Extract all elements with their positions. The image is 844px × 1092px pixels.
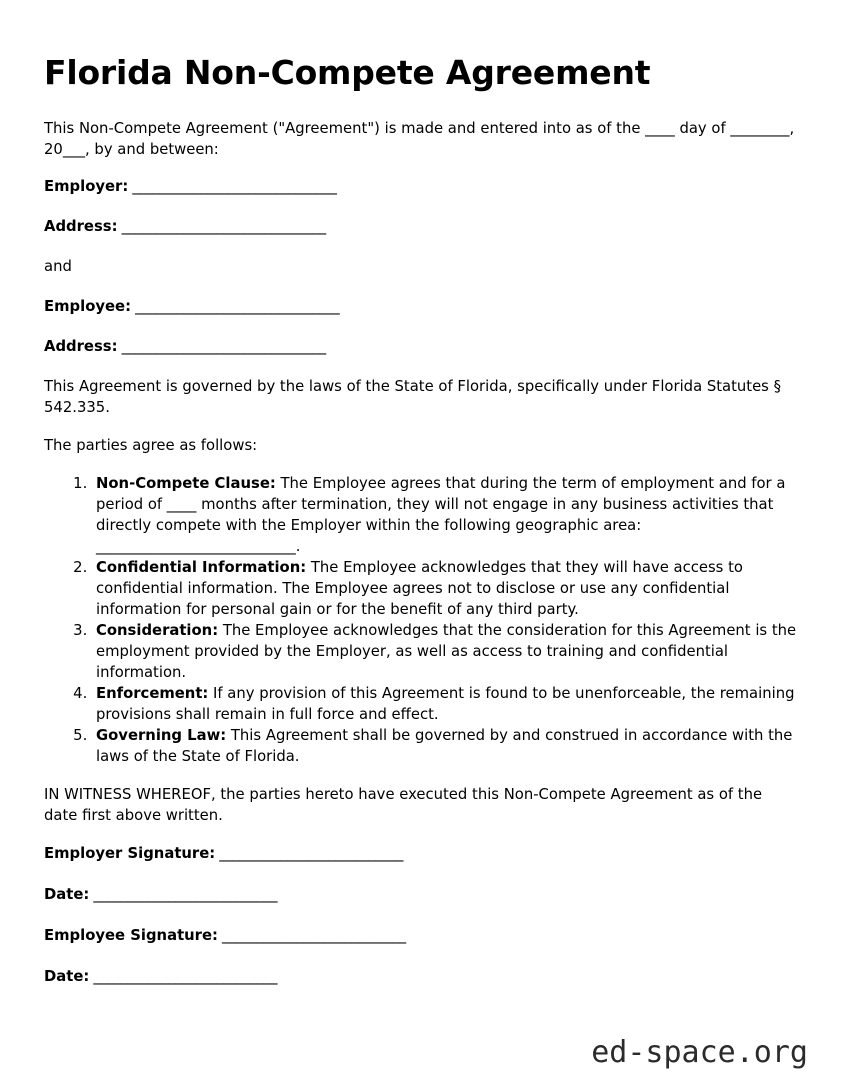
employer-date-label: Date: [44, 885, 90, 903]
governing-law-paragraph: This Agreement is governed by the laws of the State of Florida, specifically under Florida Statutes § 542.335. [44, 377, 781, 416]
employee-date-label: Date: [44, 967, 90, 985]
clause-body: The Employee acknowledges that they will have access to confidential information. The Employee agrees not to disclose or use any confidential information for personal gain or for the benefit of any third party. [96, 558, 743, 618]
list-item [92, 473, 800, 557]
employer-signature-blank[interactable]: ___________________________ [215, 844, 403, 862]
employee-address-field [44, 336, 800, 357]
employer-address-label: Address: [44, 217, 118, 235]
employer-date-blank[interactable]: ___________________________ [89, 885, 277, 903]
employee-field [44, 296, 800, 317]
clause-list [44, 473, 800, 767]
list-item [92, 620, 800, 683]
clause-body: The Employee acknowledges that the consideration for this Agreement is the employment provided by the Employer, as well as access to training and confidential information. [96, 621, 797, 681]
agreement-lead-in: The parties agree as follows: [44, 436, 258, 454]
conjunction-and: and [44, 257, 72, 275]
clause-body: The Employee agrees that during the term of employment and for a period of ____ months after termination, they will not engage in any business activities that directly compete with the Employer within the following geographic area: ___________________________. [96, 474, 786, 555]
witness-paragraph: IN WITNESS WHEREOF, the parties hereto have executed this Non-Compete Agreement as of the date first above written. [44, 785, 763, 824]
intro-paragraph: This Non-Compete Agreement ("Agreement") is made and entered into as of the ____ day of ________, 20___, by and between: [44, 119, 795, 158]
clause-heading: Governing Law: [96, 726, 227, 744]
signature-block [44, 843, 800, 987]
list-item [92, 725, 800, 767]
employer-signature-field [44, 843, 800, 864]
employee-label: Employee: [44, 297, 131, 315]
employer-date-field [44, 884, 800, 905]
footer-watermark: ed-space.org [591, 1035, 808, 1070]
employee-address-blank[interactable]: ______________________________ [117, 337, 326, 355]
clause-heading: Enforcement: [96, 684, 209, 702]
employee-blank[interactable]: ______________________________ [131, 297, 340, 315]
employee-signature-label: Employee Signature: [44, 926, 218, 944]
employer-label: Employer: [44, 177, 129, 195]
employee-signature-field [44, 925, 800, 946]
employee-date-blank[interactable]: ___________________________ [89, 967, 277, 985]
clause-body: This Agreement shall be governed by and construed in accordance with the laws of the State of Florida. [96, 726, 793, 765]
employer-address-blank[interactable]: ______________________________ [117, 217, 326, 235]
employee-signature-blank[interactable]: ___________________________ [217, 926, 406, 944]
clause-heading: Consideration: [96, 621, 219, 639]
list-item [92, 683, 800, 725]
page-title: Florida Non-Compete Agreement [44, 53, 651, 92]
employer-address-field [44, 216, 800, 237]
employer-signature-label: Employer Signature: [44, 844, 216, 862]
employee-date-field [44, 966, 800, 987]
clause-heading: Confidential Information: [96, 558, 307, 576]
clause-body: If any provision of this Agreement is found to be unenforceable, the remaining provisions shall remain in full force and effect. [96, 684, 795, 723]
list-item [92, 557, 800, 620]
clause-heading: Non-Compete Clause: [96, 474, 276, 492]
employer-field [44, 176, 800, 197]
employee-address-label: Address: [44, 337, 118, 355]
employer-blank[interactable]: ______________________________ [128, 177, 337, 195]
